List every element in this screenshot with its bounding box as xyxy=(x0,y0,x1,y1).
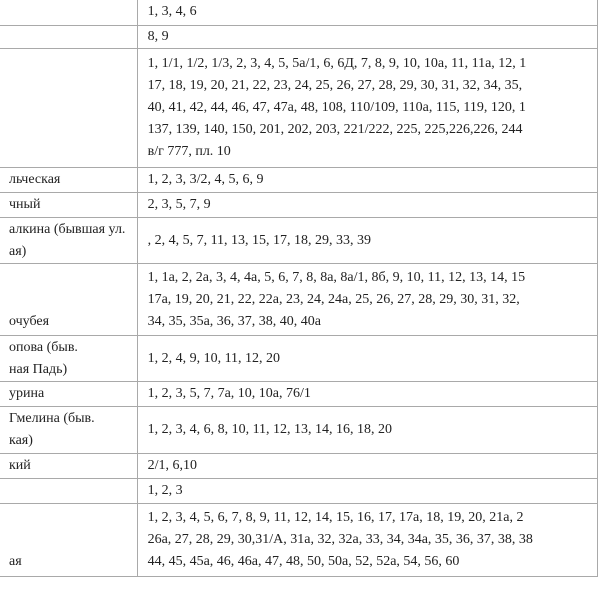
street-name-line: чный xyxy=(9,197,41,212)
house-numbers-cell xyxy=(137,382,597,407)
street-name-line: кая) xyxy=(9,433,33,448)
street-name-cell xyxy=(0,49,137,168)
street-name-cell xyxy=(0,336,137,382)
street-name-cell xyxy=(0,264,137,336)
table-row xyxy=(0,504,598,577)
house-numbers-cell xyxy=(137,49,597,168)
table-row xyxy=(0,407,598,454)
street-name-cell xyxy=(0,407,137,454)
house-numbers-line: 8, 9 xyxy=(147,29,169,44)
house-numbers-line: 34, 35, 35а, 36, 37, 38, 40, 40а xyxy=(147,313,322,329)
house-numbers-cell xyxy=(137,193,597,218)
house-numbers-line: 44, 45, 45а, 46, 46а, 47, 48, 50, 50а, 52, 52а, 54, 56, 60 xyxy=(147,554,460,569)
house-numbers-line: 1, 1/1, 1/2, 1/3, 2, 3, 4, 5, 5а/1, 6, 6Д, 7, 8, 9, 10, 10а, 11, 11а, 12, 1 xyxy=(147,56,527,71)
street-name-line xyxy=(9,267,137,289)
house-numbers-cell xyxy=(137,407,597,454)
house-numbers-cell xyxy=(137,168,597,193)
street-name-line: ная Падь) xyxy=(9,361,68,377)
street-name-line xyxy=(9,1,137,23)
street-name-line: опова (быв. xyxy=(9,339,78,355)
street-name-cell xyxy=(0,454,137,479)
house-numbers-line: , 2, 4, 5, 7, 11, 13, 15, 17, 18, 29, 33, 39 xyxy=(147,232,372,248)
street-name-line xyxy=(9,507,137,529)
house-numbers-line: 1, 2, 3, 4, 6, 8, 10, 11, 12, 13, 14, 16, 18, 20 xyxy=(147,422,393,437)
table-row xyxy=(0,479,598,504)
house-numbers-line: 137, 139, 140, 150, 201, 202, 203, 221/222, 225, 225,226,226, 244 xyxy=(147,122,523,137)
house-numbers-line: 1, 1а, 2, 2а, 3, 4, 4а, 5, 6, 7, 8, 8а, 8а/1, 8б, 9, 10, 11, 12, 13, 14, 15 xyxy=(147,269,526,285)
house-numbers-cell xyxy=(137,26,597,49)
street-name-line xyxy=(9,97,137,119)
street-name-line: алкина (бывшая ул. xyxy=(9,221,126,237)
table-row xyxy=(0,49,598,168)
house-numbers-line: 1, 2, 3, 4, 5, 6, 7, 8, 9, 11, 12, 14, 15, 16, 17, 17а, 18, 19, 20, 21а, 2 xyxy=(147,510,524,525)
house-numbers-cell xyxy=(137,0,597,26)
house-numbers-line: 1, 2, 3 xyxy=(147,483,183,498)
street-name-line: урина xyxy=(9,386,45,401)
street-name-line: кий xyxy=(9,458,31,473)
table-row xyxy=(0,336,598,382)
house-numbers-line: 1, 3, 4, 6 xyxy=(147,3,197,19)
house-numbers-cell xyxy=(137,479,597,504)
house-numbers-cell xyxy=(137,504,597,577)
street-name-line xyxy=(9,480,137,502)
house-numbers-line: 2/1, 6,10 xyxy=(147,458,197,473)
house-numbers-line: 17, 18, 19, 20, 21, 22, 23, 24, 25, 26, 27, 28, 29, 30, 31, 32, 34, 35, xyxy=(147,78,523,93)
street-name-cell xyxy=(0,0,137,26)
table-row xyxy=(0,454,598,479)
street-name-line xyxy=(9,289,137,311)
street-name-line: очубея xyxy=(9,313,50,329)
street-name-line: льческая xyxy=(9,172,61,187)
house-numbers-cell xyxy=(137,218,597,264)
house-numbers-line: 40, 41, 42, 44, 46, 47, 47а, 48, 108, 110/109, 110а, 115, 119, 120, 1 xyxy=(147,100,526,115)
house-numbers-line: 1, 2, 3, 3/2, 4, 5, 6, 9 xyxy=(147,172,264,187)
table-row xyxy=(0,218,598,264)
street-name-cell xyxy=(0,479,137,504)
house-numbers-line: 1, 2, 4, 9, 10, 11, 12, 20 xyxy=(147,350,281,366)
house-numbers-line: 2, 3, 5, 7, 9 xyxy=(147,197,211,212)
street-name-cell xyxy=(0,382,137,407)
table-row xyxy=(0,0,598,26)
table-row xyxy=(0,264,598,336)
street-name-cell xyxy=(0,193,137,218)
house-numbers-line: 26а, 27, 28, 29, 30,31/А, 31а, 32, 32а, 33, 34, 34а, 35, 36, 37, 38, 38 xyxy=(147,532,533,547)
street-name-line xyxy=(9,529,137,551)
street-name-line xyxy=(9,26,137,48)
street-name-line: Гмелина (быв. xyxy=(9,411,95,426)
table-row xyxy=(0,382,598,407)
street-name-cell xyxy=(0,218,137,264)
street-name-line: ая xyxy=(9,554,22,569)
street-name-line: ая) xyxy=(9,243,27,259)
table-row xyxy=(0,168,598,193)
house-numbers-line: в/г 777, пл. 10 xyxy=(147,144,231,159)
street-name-cell xyxy=(0,26,137,49)
house-numbers-line: 1, 2, 3, 5, 7, 7а, 10, 10а, 76/1 xyxy=(147,386,311,401)
house-numbers-line: 17а, 19, 20, 21, 22, 22а, 23, 24, 24а, 25, 26, 27, 28, 29, 30, 31, 32, xyxy=(147,291,520,307)
table-row xyxy=(0,193,598,218)
street-name-cell xyxy=(0,504,137,577)
house-numbers-cell xyxy=(137,336,597,382)
table-row xyxy=(0,26,598,49)
house-numbers-cell xyxy=(137,454,597,479)
house-numbers-cell xyxy=(137,264,597,336)
street-name-cell xyxy=(0,168,137,193)
